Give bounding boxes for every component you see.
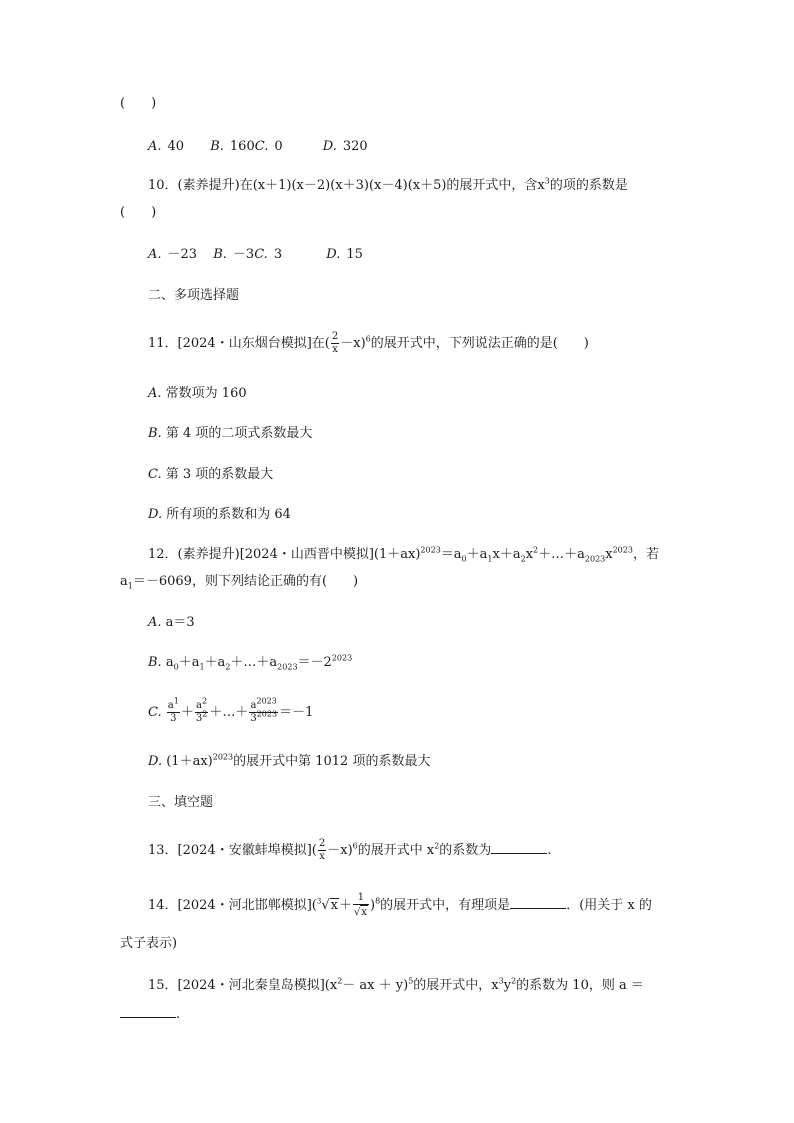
option-text: 第 3 项的系数最大 bbox=[165, 467, 274, 482]
fraction-denominator: 3 bbox=[170, 713, 177, 724]
exponent: 2 bbox=[434, 841, 440, 851]
option-letter: C. bbox=[254, 139, 269, 154]
answer-blank[interactable] bbox=[491, 842, 547, 854]
option-letter: C. bbox=[254, 247, 268, 262]
q12-option-d bbox=[148, 754, 430, 770]
option-text: 第 4 项的二项式系数最大 bbox=[165, 426, 313, 441]
option-letter: A. bbox=[148, 139, 162, 154]
question-text: ＋a bbox=[466, 547, 488, 562]
q10-options bbox=[148, 247, 363, 263]
q15-stem bbox=[148, 978, 644, 994]
fraction-denominator: x bbox=[319, 851, 325, 862]
question-text: ，若 bbox=[632, 547, 659, 562]
q11-option-d bbox=[148, 507, 291, 523]
exponent: 6 bbox=[352, 841, 358, 851]
exponent: 3 bbox=[544, 176, 550, 186]
fraction bbox=[249, 696, 278, 725]
question-text: ＝a bbox=[440, 547, 462, 562]
option-text: －23 bbox=[167, 247, 198, 262]
fraction bbox=[195, 696, 208, 725]
option-letter: B. bbox=[148, 426, 162, 441]
option-text: a bbox=[165, 655, 174, 670]
q15-stem-line2 bbox=[120, 1006, 180, 1023]
question-text: 的展开式中 x bbox=[357, 843, 435, 858]
exponent: 6 bbox=[365, 334, 371, 344]
option-text: 0 bbox=[274, 139, 283, 154]
option-letter: B. bbox=[210, 139, 224, 154]
exponent: 2023 bbox=[212, 752, 234, 762]
question-text: ＋ bbox=[338, 898, 352, 913]
option-text: 所有项的系数和为 64 bbox=[166, 507, 291, 522]
subscript: 1 bbox=[487, 554, 493, 564]
q12-stem bbox=[148, 547, 659, 563]
root-index: 3 bbox=[316, 897, 322, 906]
fraction-numerator: 2 bbox=[318, 838, 326, 849]
exponent: 2 bbox=[533, 545, 539, 555]
subscript: 2023 bbox=[584, 554, 606, 564]
option-letter: D. bbox=[148, 507, 163, 522]
fraction bbox=[167, 696, 180, 725]
question-text: ＝－6069，则下列结论正确的有( ) bbox=[132, 574, 359, 589]
fraction-numerator: $a^2$ bbox=[196, 696, 208, 711]
question-text: x bbox=[605, 547, 613, 562]
option-letter: D. bbox=[322, 139, 337, 154]
fraction-numerator: $a^1$ bbox=[167, 696, 179, 711]
exponent: 2 bbox=[511, 976, 517, 986]
question-text: ) bbox=[370, 898, 376, 913]
fraction-denominator: $3^{2023}$ bbox=[250, 709, 278, 724]
question-text: y bbox=[503, 978, 512, 993]
option-letter: C. bbox=[148, 705, 162, 720]
option-letter: C. bbox=[148, 467, 162, 482]
option-text: 320 bbox=[342, 139, 368, 154]
q12-option-c: C. $\frac{a^1}{3}$ ＋ $\frac{a^2}{3^2}$ ＋…＋ $\frac{a^{2023}}{3^{2023}}$ ＝－1 bbox=[148, 696, 314, 724]
question-source: [2024・河北邯郸模拟]( bbox=[177, 898, 317, 913]
subscript: 2 bbox=[225, 662, 231, 672]
question-text: . bbox=[176, 1007, 181, 1022]
question-source: [2024・山东烟台模拟]在 bbox=[177, 336, 325, 351]
question-number: 10． bbox=[148, 178, 178, 193]
question-text: (素养提升)[2024・山西晋中模拟](1＋ax) bbox=[177, 547, 421, 562]
option-letter: A. bbox=[148, 247, 162, 262]
q10-stem bbox=[148, 178, 628, 194]
option-text: ＝－1 bbox=[279, 705, 314, 720]
answer-blank[interactable] bbox=[120, 1006, 176, 1018]
q11-option-b bbox=[148, 426, 312, 442]
q12-option-a bbox=[148, 615, 195, 631]
radicand: x bbox=[330, 898, 338, 913]
option-text: 的展开式中第 1012 项的系数最大 bbox=[233, 754, 431, 769]
option-letter: A. bbox=[148, 386, 162, 401]
exponent: 8 bbox=[375, 896, 381, 906]
question-text: 的系数为 10，则 a ＝ bbox=[516, 978, 644, 993]
option-text: 常数项为 160 bbox=[165, 386, 247, 401]
option-letter: A. bbox=[148, 615, 162, 630]
option-text: 15 bbox=[346, 247, 363, 262]
q9-options bbox=[148, 139, 368, 155]
question-text: x bbox=[525, 547, 534, 562]
question-text: . bbox=[547, 843, 552, 858]
option-text: ＋…＋ bbox=[209, 705, 249, 720]
fraction-denominator: x bbox=[332, 344, 338, 355]
q11-option-a bbox=[148, 386, 247, 402]
option-letter: D. bbox=[148, 754, 163, 769]
subscript: 2023 bbox=[277, 662, 298, 672]
question-text: －x) bbox=[340, 336, 366, 351]
fraction-numerator: 1 bbox=[353, 892, 369, 905]
q9-paren: ( ) bbox=[120, 96, 157, 111]
subscript: 0 bbox=[461, 554, 467, 564]
question-text: ＋…＋a bbox=[538, 547, 585, 562]
question-text: 的展开式中，x bbox=[413, 978, 499, 993]
exponent: 2023 bbox=[331, 653, 353, 663]
fraction bbox=[318, 838, 326, 863]
subscript: 2 bbox=[520, 554, 526, 564]
option-text: ＋a bbox=[178, 655, 200, 670]
subscript: 1 bbox=[199, 662, 205, 672]
fraction bbox=[331, 331, 339, 356]
option-text: (1＋ax) bbox=[166, 754, 213, 769]
q10-paren: ( ) bbox=[120, 205, 157, 220]
q14-stem-line2: 式子表示) bbox=[120, 936, 178, 951]
option-text: a＝3 bbox=[165, 615, 195, 630]
q12-stem-line2 bbox=[120, 574, 358, 590]
fraction bbox=[353, 892, 369, 919]
question-source: [2024・安徽蚌埠模拟]( bbox=[177, 843, 317, 858]
option-text: 160 bbox=[229, 139, 255, 154]
question-text: 的展开式中，下列说法正确的是( ) bbox=[370, 336, 589, 351]
question-text: － ax ＋ y) bbox=[342, 978, 409, 993]
fraction-denominator: √x bbox=[353, 907, 367, 918]
option-text: 40 bbox=[167, 139, 185, 154]
question-text: [2024・河北秦皇岛模拟](x bbox=[177, 978, 338, 993]
question-number: 15． bbox=[148, 978, 178, 993]
fraction-numerator: $a^{2023}$ bbox=[250, 696, 277, 711]
q13-stem bbox=[148, 835, 551, 867]
answer-blank[interactable] bbox=[510, 897, 566, 909]
exponent: 5 bbox=[408, 976, 414, 986]
question-tag: (素养提升) bbox=[177, 178, 240, 193]
question-text: ．(用关于 x 的 bbox=[566, 898, 652, 913]
question-text: 的项的系数是 bbox=[549, 178, 628, 193]
question-number: 13． bbox=[148, 843, 178, 858]
exponent: 3 bbox=[498, 976, 504, 986]
q11-option-c bbox=[148, 467, 273, 483]
exponent: 2 bbox=[337, 976, 343, 986]
option-letter: D. bbox=[326, 247, 341, 262]
question-text: －x) bbox=[327, 843, 353, 858]
subscript: 1 bbox=[127, 581, 133, 591]
option-letter: B. bbox=[213, 247, 227, 262]
option-text: ＋…＋a bbox=[230, 655, 278, 670]
question-number: 12． bbox=[148, 547, 178, 562]
section-heading-multiple-choice: 二、多项选择题 bbox=[148, 288, 240, 303]
question-text: x＋a bbox=[492, 547, 521, 562]
exponent: 2023 bbox=[612, 545, 633, 555]
q11-stem: 11．[2024・山东烟台模拟]在( $\frac{2}{x}$ －x)$^6$的展开式中，下列说法正确的是( ) bbox=[148, 331, 589, 355]
subscript: 0 bbox=[173, 662, 179, 672]
q12-option-b bbox=[148, 655, 352, 671]
question-text: 在(x＋1)(x－2)(x＋3)(x－4)(x＋5)的展开式中，含x bbox=[239, 178, 545, 193]
section-heading-fill-in: 三、填空题 bbox=[148, 795, 214, 810]
fraction-numerator: 2 bbox=[331, 331, 339, 342]
question-text: 的展开式中，有理项是 bbox=[380, 898, 511, 913]
option-letter: B. bbox=[148, 655, 162, 670]
option-text: ＝－2 bbox=[297, 655, 332, 670]
question-text: a bbox=[120, 574, 128, 589]
question-number: 11． bbox=[148, 336, 178, 351]
q14-stem: 14．[2024・河北邯郸模拟]($^3$√x＋ $\frac{1}{√x}$ )$^8$的展开式中，有理项是 ．(用关于 x 的 bbox=[148, 892, 652, 918]
option-text: ＋a bbox=[204, 655, 226, 670]
fraction-denominator: $3^2$ bbox=[195, 709, 208, 724]
option-text: －3 bbox=[232, 247, 255, 262]
question-number: 14． bbox=[148, 898, 178, 913]
question-text: 的系数为 bbox=[439, 843, 492, 858]
exponent: 2023 bbox=[420, 545, 441, 555]
option-text: 3 bbox=[273, 247, 283, 262]
